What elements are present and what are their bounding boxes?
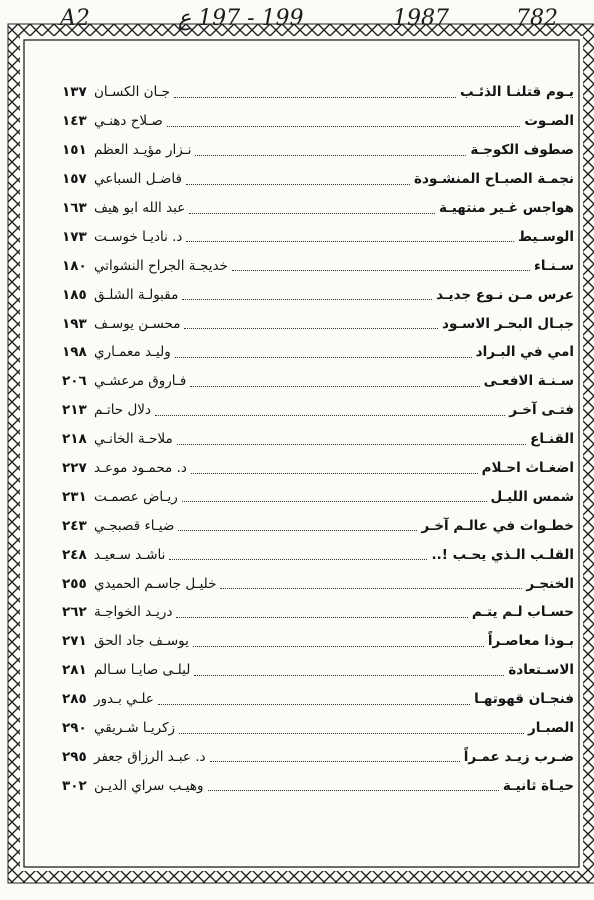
toc-entry [62,511,574,540]
dot-leader [158,704,470,705]
dot-leader [169,559,427,560]
entry-page-number: ٢٢٧ [62,460,87,477]
entry-page-number: ٢٦٢ [62,604,87,621]
entry-author: خديجـة الجراح النشواتي [94,257,228,274]
toc-entry [62,742,574,771]
entry-page-number: ١٩٣ [62,315,87,332]
entry-title: الخنجـر [526,575,574,592]
entry-title: شمس الليـل [490,488,574,505]
toc-entry [62,598,574,627]
entry-page-number: ٢٤٨ [62,546,87,563]
dot-leader [194,675,504,676]
entry-page-number: ١٨٥ [62,286,87,303]
entry-author: ملاحـة الخانـي [94,431,173,448]
entry-page-number: ٢٨٥ [62,691,87,708]
toc-entry [62,771,574,800]
toc-entry [62,714,574,743]
entry-title: سـنـة الافعـى [483,373,574,390]
dot-leader [189,213,435,214]
entry-title: سـنـاء [534,257,574,274]
entry-author: دلال حاتـم [94,402,151,419]
entry-page-number: ٢١٨ [62,431,87,448]
entry-author: نـزار مؤيـد العظم [94,142,192,159]
entry-author: وهيـب سراي الديـن [94,777,204,794]
entry-title: خطـوات في عالـم آخـر [421,517,574,534]
toc-entry [62,78,574,107]
toc-entry [62,194,574,223]
entry-title: الوسـيط [517,228,574,245]
entry-page-number: ٢٤٣ [62,517,87,534]
dot-leader [232,270,530,271]
entry-title: فتـى آخـر [509,402,574,419]
entry-title: ضـرب زيـد عمـراً [463,748,574,765]
dot-leader [210,761,460,762]
toc-entry [62,165,574,194]
entry-title: يـوم قتلنـا الذئـب [460,84,574,101]
entry-author: د. ناديـا خوسـت [94,228,183,245]
handwritten-note-left: A2 [60,6,90,31]
toc-entry [62,309,574,338]
entry-author: ناشـد سـعيـد [94,546,166,563]
entry-title: بـوذا معاصـراً [487,633,574,650]
dot-leader [208,790,499,791]
entry-author: ضيـاء قصبجـي [94,517,175,534]
entry-title: حيـاة ثانيـة [502,777,574,794]
entry-page-number: ١٣٧ [62,84,87,101]
toc-entry [62,338,574,367]
entry-title: الصبـار [528,720,574,737]
entry-page-number: ٢٩٠ [62,720,87,737]
toc-entry [62,136,574,165]
entry-title: امي في البـراد [475,344,574,361]
entry-title: صطوف الكوجـة [470,142,574,159]
dot-leader [190,386,479,387]
handwritten-range: 199 - 197 ع [178,6,304,31]
entry-author: جـان الكسـان [94,84,170,101]
dot-leader [184,328,438,329]
entry-author: فـاروق مرعشـي [94,373,187,390]
entry-title: الاسـتعادة [508,662,574,679]
dot-leader [167,126,520,127]
entry-title: اضغـاث احـلام [481,460,574,477]
entry-page-number: ٢٠٦ [62,373,87,390]
entry-author: د. محمـود موعـد [94,460,187,477]
entry-page-number: ٢٨١ [62,662,87,679]
toc-entry [62,251,574,280]
dot-leader [179,733,524,734]
entry-page-number: ١٦٣ [62,200,87,216]
toc-entry [62,280,574,309]
entry-page-number: ١٨٠ [62,257,87,274]
entry-page-number: ٢١٣ [62,402,87,419]
entry-page-number: ٣٠٢ [62,777,87,794]
toc-entry [62,482,574,511]
table-of-contents [62,78,574,800]
entry-page-number: ١٤٣ [62,113,87,130]
dot-leader [195,155,466,156]
dot-leader [177,444,526,445]
dot-leader [174,97,456,98]
entry-author: علـي بـدور [94,691,154,708]
entry-author: دريـد الخواجـة [94,604,173,621]
dot-leader [193,646,484,647]
entry-page-number: ١٩٨ [62,344,87,361]
toc-entry [62,454,574,483]
dot-leader [220,588,522,589]
dot-leader [178,530,417,531]
dot-leader [191,473,478,474]
entry-title: القنـاع [530,431,574,448]
dot-leader [175,357,472,358]
toc-entry [62,540,574,569]
entry-author: عبد الله ابو هيف [94,200,186,216]
toc-entry [62,396,574,425]
entry-author: ريـاض عصمـت [94,488,178,505]
entry-page-number: ١٧٣ [62,228,87,245]
dot-leader [182,299,432,300]
entry-author: فاضـل السباعي [94,171,182,188]
entry-title: الصـوت [524,113,574,130]
toc-entry [62,627,574,656]
entry-page-number: ١٥٧ [62,171,87,188]
entry-title: نجمـة الصبـاح المنشـودة [414,171,574,188]
entry-page-number: ١٥١ [62,142,87,159]
dot-leader [182,501,487,502]
entry-author: مقبولـة الشلـق [94,286,179,303]
entry-title: جبـال البحـر الاسـود [442,315,574,332]
toc-entry [62,367,574,396]
entry-page-number: ٢٧١ [62,633,87,650]
toc-entry [62,222,574,251]
entry-author: زكريـا شـريقي [94,720,176,737]
entry-author: ليلـى صايـا سـالم [94,662,191,679]
dot-leader [176,617,467,618]
entry-author: محسـن يوسـف [94,315,181,332]
toc-entry [62,685,574,714]
dot-leader [155,415,505,416]
entry-author: د. عبـد الرزاق جعفر [94,748,206,765]
entry-page-number: ٢٥٥ [62,575,87,592]
toc-entry [62,107,574,136]
entry-author: يوسـف جاد الحق [94,633,189,650]
entry-author: خليـل جاسـم الحميدي [94,575,217,592]
entry-title: حسـاب لـم يتـم [471,604,574,621]
toc-entry [62,569,574,598]
dot-leader [186,241,514,242]
entry-title: هواجس غـير منتهيـة [438,200,574,216]
entry-author: صـلاح دهنـي [94,113,163,130]
toc-entry [62,656,574,685]
entry-title: فنجـان قهوتهـا [474,691,574,708]
handwritten-year: 1987 [393,6,449,31]
entry-title: عرس مـن نـوع جديـد [436,286,574,303]
entry-page-number: ٢٩٥ [62,748,87,765]
handwritten-code: 782 [516,6,558,31]
toc-entry [62,425,574,454]
dot-leader [186,184,410,185]
entry-title: القلـب الـذي يحـب !.. [431,546,574,563]
entry-page-number: ٢٣١ [62,488,87,505]
entry-author: وليـد معمـاري [94,344,171,361]
